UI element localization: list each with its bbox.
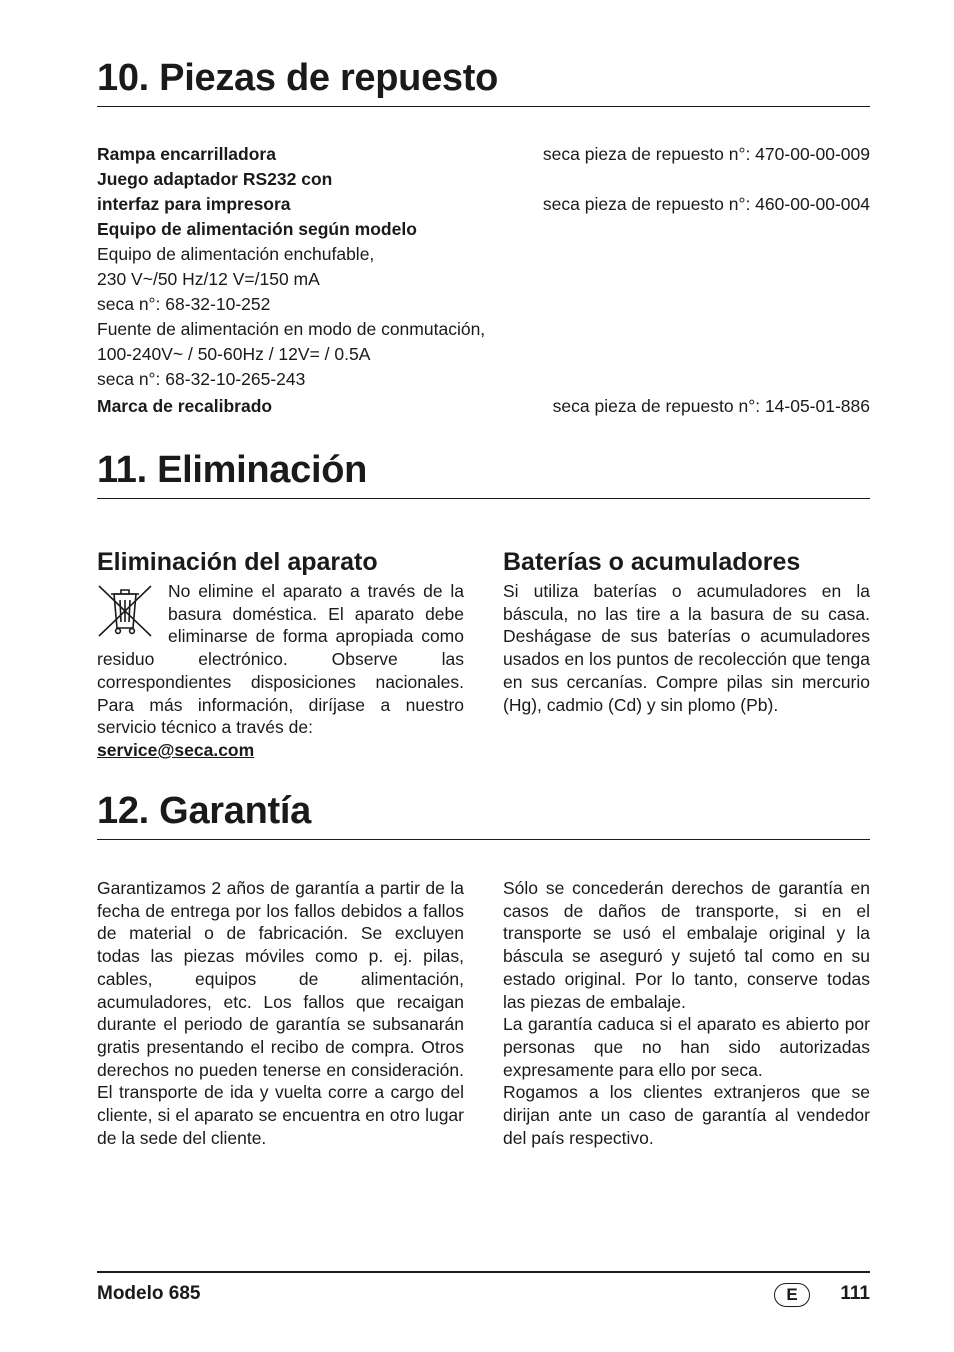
- page-number: 111: [840, 1283, 870, 1304]
- warranty-right-column: [503, 877, 870, 1149]
- power-line: Fuente de alimentación en modo de conmutación,: [97, 319, 486, 339]
- batteries-block: [503, 547, 870, 716]
- crossed-out-bin-icon: [97, 582, 155, 642]
- warranty-left-column: [97, 877, 464, 1149]
- part-name-line: Juego adaptador RS232 con: [97, 169, 333, 189]
- warranty-paragraph: Sólo se concederán derechos de garantía en casos de daños de transporte, si en el transporte se usó el embalaje original y la báscula se aseguró y sujetó tal como en su estado original. Por lo tanto, conserve todas las piezas de embalaje.: [503, 878, 870, 1012]
- power-line: Equipo de alimentación enchufable,: [97, 244, 375, 264]
- part-name: Rampa encarrilladora: [97, 144, 276, 164]
- section-spare-parts: [97, 58, 870, 107]
- spare-part-row: [97, 192, 870, 217]
- power-line: seca n°: 68-32-10-265-243: [97, 369, 306, 389]
- power-line: seca n°: 68-32-10-252: [97, 294, 271, 314]
- power-line: 100-240V~ / 50-60Hz / 12V= / 0.5A: [97, 344, 371, 364]
- section-disposal: [97, 450, 870, 499]
- part-ref: seca pieza de repuesto n°: 14-05-01-886: [552, 396, 870, 416]
- language-badge: E: [774, 1283, 810, 1307]
- page-footer: [97, 1271, 870, 1304]
- device-disposal-text: No elimine el aparato a través de la basura doméstica. El aparato debe eliminarse de forma apropiada como residuo electrónico. Observe las correspondientes disposiciones nacionales. Para más información, diríjase a nuestro servicio técnico a través de:: [97, 581, 464, 738]
- spare-part-row: [97, 394, 870, 419]
- section-title-spare-parts: 10. Piezas de repuesto: [97, 58, 870, 107]
- power-line: 230 V~/50 Hz/12 V=/150 mA: [97, 269, 320, 289]
- section-title-warranty: 12. Garantía: [97, 791, 870, 840]
- part-ref: seca pieza de repuesto n°: 470-00-00-009: [542, 144, 870, 164]
- power-supply-heading: Equipo de alimentación según modelo: [97, 219, 417, 239]
- warranty-paragraph: Rogamos a los clientes extranjeros que se dirijan ante un caso de garantía al vendedor del país respectivo.: [503, 1082, 870, 1148]
- service-email-link[interactable]: service@seca.com: [97, 739, 255, 760]
- warranty-paragraph: La garantía caduca si el aparato es abierto por personas que no han sido autorizadas expresamente para ello por seca.: [503, 1014, 870, 1080]
- footer-model: Modelo 685: [97, 1283, 201, 1304]
- device-disposal-block: [97, 547, 464, 762]
- spare-parts-list: [97, 142, 870, 419]
- spare-part-row: [97, 142, 870, 167]
- part-name: Marca de recalibrado: [97, 396, 273, 416]
- section-warranty: [97, 791, 870, 840]
- part-ref: seca pieza de repuesto n°: 460-00-00-004: [542, 194, 870, 214]
- part-name: interfaz para impresora: [97, 194, 291, 214]
- warranty-paragraph: Garantizamos 2 años de garantía a partir de la fecha de entrega por los fallos debidos a fallos de material o de fabricación. Se excluyen todas las piezas móviles como p. ej. pilas, cables, equipos de alimentación, acumuladores, etc. Los fallos que recaigan durante el periodo de garantía se subsanarán gratis presentando el recibo de compra. Otros derechos no pueden tenerse en consideración. El transporte de ida y vuelta corre a cargo del cliente, si el aparato se encuentra en otro lugar de la sede del cliente.: [97, 878, 464, 1148]
- batteries-text: Si utiliza baterías o acumuladores en la báscula, no las tire a la basura de su casa. Deshágase de sus baterías o acumuladores usados en los puntos de recolección que tenga en sus cercanías. Compre pilas sin mercurio (Hg), cadmio (Cd) y sin plomo (Pb).: [503, 581, 870, 715]
- batteries-heading: Baterías o acumuladores: [503, 548, 801, 576]
- device-disposal-heading: Eliminación del aparato: [97, 548, 378, 576]
- section-title-disposal: 11. Eliminación: [97, 450, 870, 499]
